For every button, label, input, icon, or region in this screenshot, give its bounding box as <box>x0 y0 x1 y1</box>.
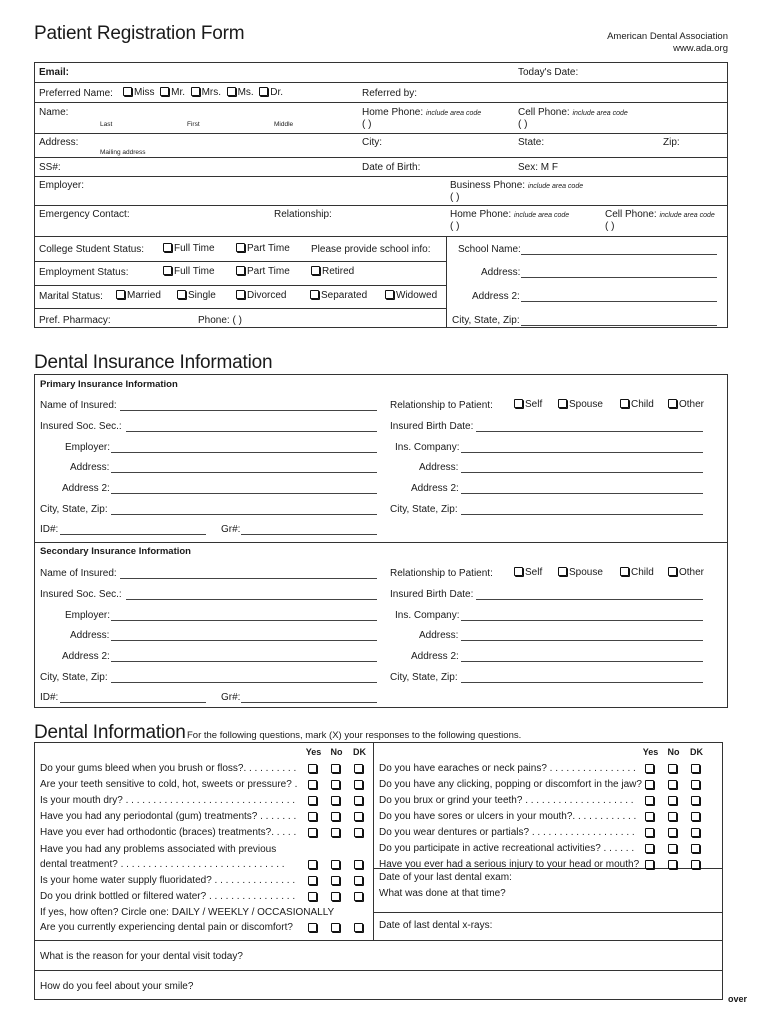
checkbox-icon[interactable] <box>310 290 319 299</box>
checkbox-icon[interactable] <box>668 567 677 576</box>
reason-label: What is the reason for your dental visit today? <box>40 951 243 962</box>
id-label: ID#: <box>40 524 59 535</box>
checkbox-no-icon[interactable] <box>668 812 677 821</box>
employer-label: Employer: <box>65 610 111 621</box>
checkbox-dk-icon[interactable] <box>354 796 363 805</box>
checkbox-dk-icon[interactable] <box>354 764 363 773</box>
question-text: Do you drink bottled or filtered water? . . . . . . . . . . . . . . . . <box>40 891 296 902</box>
over-label: over <box>728 994 748 1004</box>
pharmacy-phone-label: Phone: ( ) <box>198 315 242 326</box>
employment-retired[interactable]: Retired <box>311 266 354 277</box>
checkbox-icon[interactable] <box>514 399 523 408</box>
college-status-label: College Student Status: <box>39 244 145 255</box>
college-part-time[interactable]: Part Time <box>236 243 290 254</box>
gr-label: Gr#: <box>221 692 241 703</box>
email-label: Email: <box>39 67 70 78</box>
checkbox-no-icon[interactable] <box>331 876 340 885</box>
dental-header-left: Yes No DK <box>305 747 366 757</box>
checkbox-no-icon[interactable] <box>331 796 340 805</box>
checkbox-yes-icon[interactable] <box>645 780 654 789</box>
checkbox-dk-icon[interactable] <box>354 876 363 885</box>
checkbox-no-icon[interactable] <box>668 844 677 853</box>
checkbox-no-icon[interactable] <box>668 780 677 789</box>
checkbox-dk-icon[interactable] <box>691 860 700 869</box>
ins-company-label: Ins. Company: <box>395 610 460 621</box>
checkbox-no-icon[interactable] <box>331 892 340 901</box>
checkbox-dk-icon[interactable] <box>354 860 363 869</box>
question-text: Are your teeth sensitive to cold, hot, sweets or pressure? . <box>40 779 298 790</box>
question-text: If yes, how often? Circle one: DAILY / WEEKLY / OCCASIONALLY <box>40 907 335 918</box>
address-label-right: Address: <box>419 462 459 473</box>
last-exam-label: Date of your last dental exam: <box>379 872 512 883</box>
dob-label: Date of Birth: <box>362 162 421 173</box>
marital-widowed[interactable]: Widowed <box>385 290 437 301</box>
dental-title: Dental Information <box>34 722 186 743</box>
checkbox-yes-icon[interactable] <box>308 923 317 932</box>
checkbox-no-icon[interactable] <box>668 764 677 773</box>
checkbox-dk-icon[interactable] <box>691 796 700 805</box>
question-text: Have you had any periodontal (gum) treatments? . . . . . . . <box>40 811 297 822</box>
home-phone-label: Home Phone: include area code <box>362 107 482 118</box>
checkbox-dk-icon[interactable] <box>691 764 700 773</box>
checkbox-dk-icon[interactable] <box>354 828 363 837</box>
address2-label: Address 2: <box>62 483 110 494</box>
checkbox-icon[interactable] <box>160 87 169 96</box>
checkbox-dk-icon[interactable] <box>354 923 363 932</box>
checkbox-icon[interactable] <box>514 567 523 576</box>
question-text: Do you have earaches or neck pains? . . . . . . . . . . . . . . . . <box>379 763 636 774</box>
rel-other[interactable]: Other <box>668 567 704 578</box>
school-address-label: Address: <box>481 267 521 278</box>
sex-label: Sex: M F <box>518 162 559 173</box>
question-text: Do your gums bleed when you brush or floss?. . . . . . . . . . <box>40 763 297 774</box>
checkbox-yes-icon[interactable] <box>308 764 317 773</box>
secondary-insurance-section <box>0 542 768 708</box>
question-text: Do you participate in active recreational activities? . . . . . . <box>379 843 635 854</box>
rel-spouse[interactable]: Spouse <box>558 567 603 578</box>
csz-label-right: City, State, Zip: <box>390 504 458 515</box>
state-label: State: <box>518 137 545 148</box>
zip-label: Zip: <box>663 137 680 148</box>
name-insured-label: Name of Insured: <box>40 568 117 579</box>
rel-spouse[interactable]: Spouse <box>558 399 603 410</box>
checkbox-yes-icon[interactable] <box>645 796 654 805</box>
primary-insurance-label: Primary Insurance Information <box>40 379 178 390</box>
employment-full-time[interactable]: Full Time <box>163 266 215 277</box>
city-label: City: <box>362 137 382 148</box>
address2-label: Address 2: <box>62 651 110 662</box>
dental-header-right: Yes No DK <box>642 747 703 757</box>
dental-instructions: For the following questions, mark (X) your responses to the following questions. <box>187 730 522 741</box>
cell-phone-label: Cell Phone: include area code <box>518 107 628 118</box>
checkbox-yes-icon[interactable] <box>645 828 654 837</box>
what-done-label: What was done at that time? <box>379 888 506 899</box>
question-text: Do you brux or grind your teeth? . . . . . . . . . . . . . . . . . . . . <box>379 795 634 806</box>
checkbox-dk-icon[interactable] <box>354 780 363 789</box>
checkbox-no-icon[interactable] <box>331 780 340 789</box>
checkbox-icon[interactable] <box>668 399 677 408</box>
checkbox-icon[interactable] <box>236 290 245 299</box>
first-label: First <box>187 121 200 128</box>
address-label: Address: <box>39 137 79 148</box>
last-xrays-label: Date of last dental x-rays: <box>379 920 493 931</box>
rel-child[interactable]: Child <box>620 567 654 578</box>
middle-label: Middle <box>274 121 294 128</box>
marital-divorced[interactable]: Divorced <box>236 290 286 301</box>
rel-other[interactable]: Other <box>668 399 704 410</box>
secondary-insurance-label: Secondary Insurance Information <box>40 546 191 557</box>
checkbox-icon[interactable] <box>311 266 320 275</box>
employment-status-label: Employment Status: <box>39 267 129 278</box>
address-label: Address: <box>70 462 110 473</box>
question-text: Are you currently experiencing dental pain or discomfort? <box>40 922 293 933</box>
checkbox-dk-icon[interactable] <box>354 892 363 901</box>
checkbox-icon[interactable] <box>191 87 200 96</box>
todays-date-label: Today's Date: <box>518 67 579 78</box>
address2-label-right: Address 2: <box>411 483 459 494</box>
referred-by-label: Referred by: <box>362 88 418 99</box>
emergency-home-phone-label: Home Phone: include area code <box>450 209 570 220</box>
relationship-label: Relationship to Patient: <box>390 568 493 579</box>
checkbox-icon[interactable] <box>163 243 172 252</box>
checkbox-yes-icon[interactable] <box>645 764 654 773</box>
rel-child[interactable]: Child <box>620 399 654 410</box>
rel-self[interactable]: Self <box>514 399 542 410</box>
csz-label: City, State, Zip: <box>40 672 108 683</box>
ss-label: SS#: <box>39 162 61 173</box>
pharmacy-label: Pref. Pharmacy: <box>39 315 111 326</box>
csz-label-right: City, State, Zip: <box>390 672 458 683</box>
checkbox-yes-icon[interactable] <box>308 828 317 837</box>
checkbox-yes-icon[interactable] <box>645 812 654 821</box>
checkbox-no-icon[interactable] <box>331 764 340 773</box>
name-label: Name: <box>39 107 69 118</box>
checkbox-dk-icon[interactable] <box>691 828 700 837</box>
checkbox-icon[interactable] <box>116 290 125 299</box>
last-label: Last <box>100 121 113 128</box>
checkbox-yes-icon[interactable] <box>308 860 317 869</box>
checkbox-yes-icon[interactable] <box>308 892 317 901</box>
question-text: Is your home water supply fluoridated? . . . . . . . . . . . . . . . <box>40 875 296 886</box>
page-title: Patient Registration Form <box>34 23 245 44</box>
checkbox-no-icon[interactable] <box>331 828 340 837</box>
employer-label: Employer: <box>39 180 85 191</box>
checkbox-icon[interactable] <box>558 399 567 408</box>
question-text: Do you wear dentures or partials? . . . . . . . . . . . . . . . . . . . <box>379 827 635 838</box>
checkbox-icon[interactable] <box>163 266 172 275</box>
question-text: Have you ever had a serious injury to your head or mouth? <box>379 859 640 870</box>
school-address2-label: Address 2: <box>472 291 520 302</box>
checkbox-no-icon[interactable] <box>331 923 340 932</box>
checkbox-icon[interactable] <box>558 567 567 576</box>
birth-date-label: Insured Birth Date: <box>390 421 474 432</box>
rel-self[interactable]: Self <box>514 567 542 578</box>
business-phone-label: Business Phone: include area code <box>450 180 584 191</box>
checkbox-yes-icon[interactable] <box>645 860 654 869</box>
emergency-contact-label: Emergency Contact: <box>39 209 130 220</box>
checkbox-dk-icon[interactable] <box>354 812 363 821</box>
checkbox-no-icon[interactable] <box>668 796 677 805</box>
checkbox-yes-icon[interactable] <box>308 780 317 789</box>
question-text: Do you have sores or ulcers in your mouth?. . . . . . . . . . . . <box>379 811 637 822</box>
checkbox-dk-icon[interactable] <box>691 812 700 821</box>
employment-part-time[interactable]: Part Time <box>236 266 290 277</box>
question-text: Do you have any clicking, popping or discomfort in the jaw? <box>379 779 642 790</box>
checkbox-no-icon[interactable] <box>331 812 340 821</box>
birth-date-label: Insured Birth Date: <box>390 589 474 600</box>
school-info-label: Please provide school info: <box>311 244 431 255</box>
checkbox-yes-icon[interactable] <box>645 844 654 853</box>
org-url: www.ada.org <box>673 43 728 54</box>
checkbox-no-icon[interactable] <box>331 860 340 869</box>
relationship-label: Relationship: <box>274 209 332 220</box>
question-text: dental treatment? . . . . . . . . . . . . . . . . . . . . . . . . . . . . . . <box>40 859 285 870</box>
school-name-label: School Name: <box>458 244 521 255</box>
checkbox-icon[interactable] <box>177 290 186 299</box>
checkbox-icon[interactable] <box>620 567 629 576</box>
marital-status-label: Marital Status: <box>39 291 103 302</box>
checkbox-icon[interactable] <box>227 87 236 96</box>
id-label: ID#: <box>40 692 59 703</box>
checkbox-no-icon[interactable] <box>668 860 677 869</box>
checkbox-yes-icon[interactable] <box>308 796 317 805</box>
checkbox-icon[interactable] <box>236 266 245 275</box>
checkbox-dk-icon[interactable] <box>691 780 700 789</box>
question-text: Is your mouth dry? . . . . . . . . . . . . . . . . . . . . . . . . . . . . . . . <box>40 795 296 806</box>
org-name: American Dental Association <box>607 31 728 42</box>
ins-company-label: Ins. Company: <box>395 442 460 453</box>
preferred-name-label: Preferred Name: <box>39 88 113 99</box>
address-label: Address: <box>70 630 110 641</box>
checkbox-yes-icon[interactable] <box>308 812 317 821</box>
relationship-label: Relationship to Patient: <box>390 400 493 411</box>
gr-label: Gr#: <box>221 524 241 535</box>
checkbox-no-icon[interactable] <box>668 828 677 837</box>
mailing-address-label: Mailing address <box>100 149 146 156</box>
marital-separated[interactable]: Separated <box>310 290 367 301</box>
address-label-right: Address: <box>419 630 459 641</box>
marital-married[interactable]: Married <box>116 290 161 301</box>
soc-sec-label: Insured Soc. Sec.: <box>40 589 122 600</box>
college-full-time[interactable]: Full Time <box>163 243 215 254</box>
school-csz-label: City, State, Zip: <box>452 315 520 326</box>
name-insured-label: Name of Insured: <box>40 400 117 411</box>
checkbox-icon[interactable] <box>123 87 132 96</box>
smile-label: How do you feel about your smile? <box>40 981 194 992</box>
checkbox-icon[interactable] <box>620 399 629 408</box>
checkbox-dk-icon[interactable] <box>691 844 700 853</box>
checkbox-yes-icon[interactable] <box>308 876 317 885</box>
insurance-title: Dental Insurance Information <box>34 352 273 373</box>
primary-insurance-section <box>0 374 768 542</box>
csz-label: City, State, Zip: <box>40 504 108 515</box>
checkbox-icon[interactable] <box>236 243 245 252</box>
employer-label: Employer: <box>65 442 111 453</box>
question-text: Have you ever had orthodontic (braces) treatments?. . . . . <box>40 827 297 838</box>
emergency-cell-phone-label: Cell Phone: include area code <box>605 209 715 220</box>
marital-single[interactable]: Single <box>177 290 216 301</box>
checkbox-icon[interactable] <box>385 290 394 299</box>
checkbox-icon[interactable] <box>259 87 268 96</box>
soc-sec-label: Insured Soc. Sec.: <box>40 421 122 432</box>
address2-label-right: Address 2: <box>411 651 459 662</box>
question-text: Have you had any problems associated with previous <box>40 844 277 855</box>
title-options[interactable]: Miss Mr. Mrs. Ms. Dr. <box>123 87 283 98</box>
